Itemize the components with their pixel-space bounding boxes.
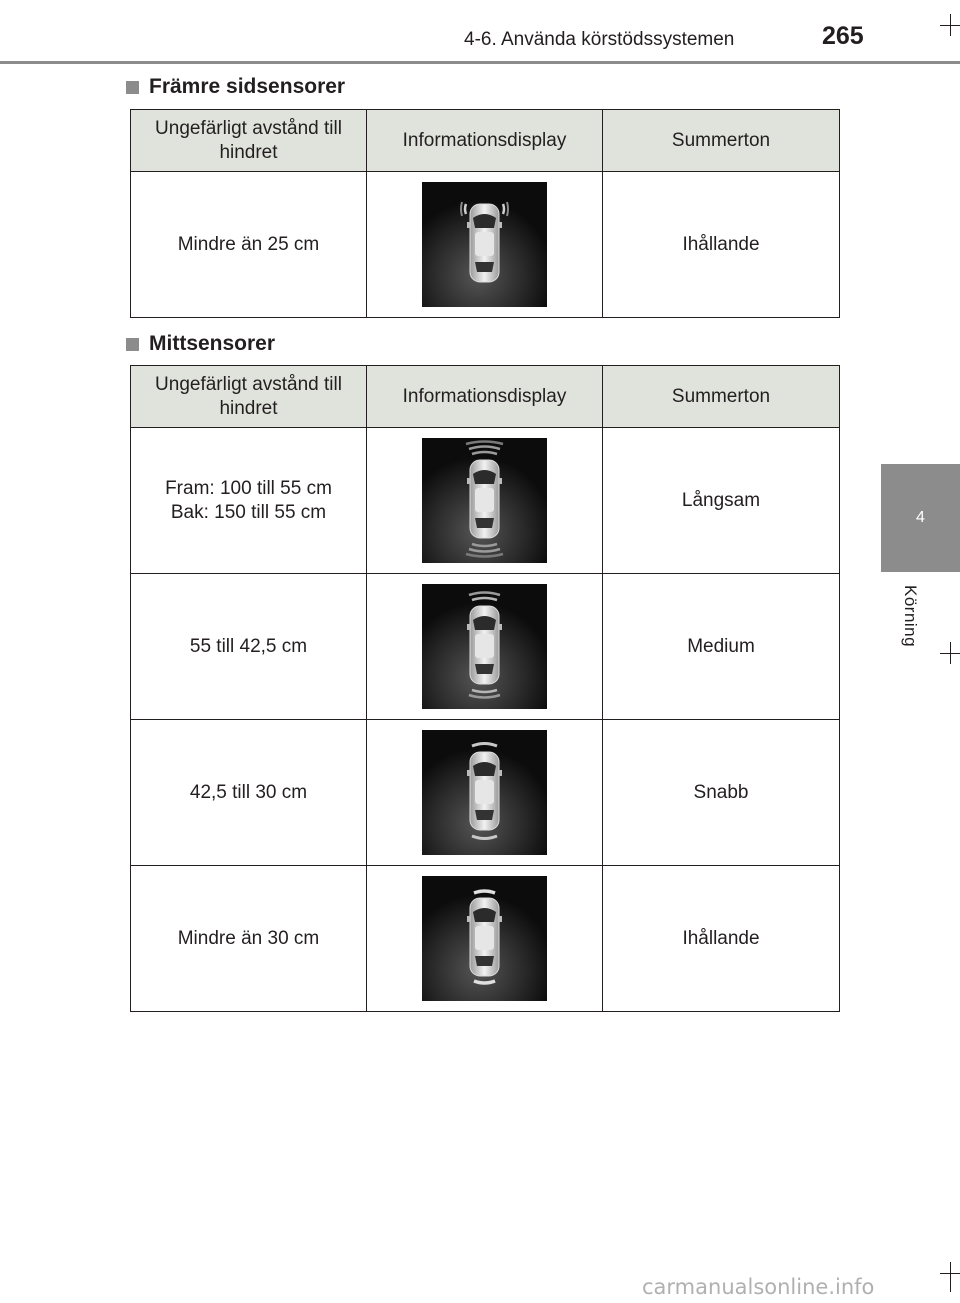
section-title-text: Mittsensorer — [149, 332, 276, 355]
display-cell — [367, 172, 603, 318]
distance-text: 42,5 till 30 cm — [189, 781, 308, 803]
car-front-side-sensor-icon — [422, 182, 547, 307]
table-header-row — [131, 366, 840, 428]
header-title: 4-6. Använda körstödssystemen — [464, 29, 735, 50]
car-center-sensor-medium-icon — [422, 584, 547, 709]
distance-cell — [131, 428, 367, 574]
column-header-distance: Ungefärligt avstånd till hindret — [131, 366, 367, 428]
section-title-front-side — [126, 75, 345, 99]
chapter-tab — [881, 464, 960, 572]
buzzer-cell: Långsam — [603, 428, 840, 574]
distance-cell — [131, 866, 367, 1012]
chapter-number: 4 — [916, 509, 925, 526]
distance-text: Mindre än 25 cm — [177, 233, 320, 255]
distance-cell — [131, 720, 367, 866]
buzzer-cell: Ihållande — [603, 866, 840, 1012]
column-header-buzzer: Summerton — [603, 110, 840, 172]
car-center-sensor-near-icon — [422, 730, 547, 855]
car-center-sensor-far-icon — [422, 438, 547, 563]
table-row — [131, 574, 840, 720]
page-number: 265 — [822, 22, 864, 50]
chapter-name: Körning — [901, 585, 920, 648]
distance-text: 55 till 42,5 cm — [189, 635, 308, 657]
center-sensor-table — [130, 365, 840, 1012]
table-row — [131, 866, 840, 1012]
table-row — [131, 720, 840, 866]
watermark: carmanualsonline.info — [642, 1275, 875, 1299]
display-cell — [367, 574, 603, 720]
front-side-sensor-table — [130, 109, 840, 318]
distance-text: Bak: 150 till 55 cm — [170, 501, 327, 523]
buzzer-cell: Medium — [603, 574, 840, 720]
distance-cell — [131, 574, 367, 720]
section-bullet-icon — [126, 338, 139, 351]
distance-text: Fram: 100 till 55 cm — [165, 477, 332, 499]
column-header-display: Informationsdisplay — [367, 366, 603, 428]
table-row — [131, 428, 840, 574]
car-center-sensor-closest-icon — [422, 876, 547, 1001]
display-cell — [367, 866, 603, 1012]
display-cell — [367, 720, 603, 866]
column-header-distance: Ungefärligt avstånd till hindret — [131, 110, 367, 172]
buzzer-cell: Ihållande — [603, 172, 840, 318]
section-bullet-icon — [126, 81, 139, 94]
section-title-center — [126, 332, 275, 356]
header-divider — [0, 61, 960, 64]
table-row — [131, 172, 840, 318]
table-header-row — [131, 110, 840, 172]
distance-text: Mindre än 30 cm — [177, 927, 320, 949]
display-cell — [367, 428, 603, 574]
buzzer-cell: Snabb — [603, 720, 840, 866]
column-header-buzzer: Summerton — [603, 366, 840, 428]
distance-cell — [131, 172, 367, 318]
column-header-display: Informationsdisplay — [367, 110, 603, 172]
section-title-text: Främre sidsensorer — [149, 75, 346, 98]
